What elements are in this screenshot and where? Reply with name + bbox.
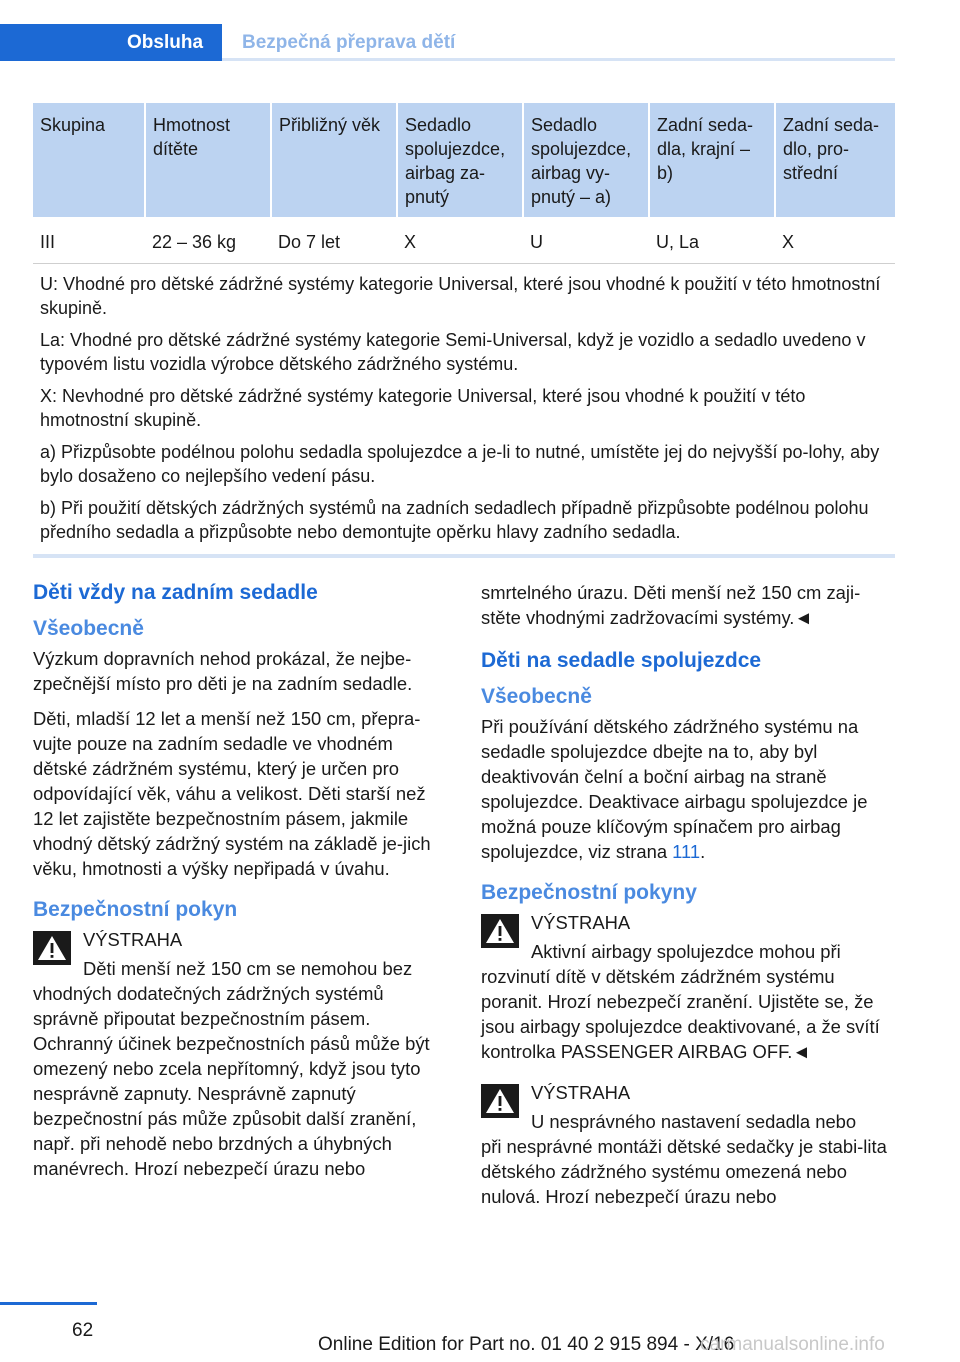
note-u: U: Vhodné pro dětské zádržné systémy kategorie Universal, které jsou vhodné k použití v této hmotnostní skupině.: [40, 274, 881, 318]
warning-text: [481, 939, 899, 1064]
page-link[interactable]: 111: [672, 841, 701, 862]
table-notes-row: [33, 264, 895, 557]
note-x: X: Nevhodné pro dětské zádržné systémy kategorie Universal, které jsou vhodné k použití v této hmotnostní skupině.: [40, 386, 806, 430]
edition-footer: Online Edition for Part no. 01 40 2 915 894 - X/16: [318, 1334, 735, 1355]
table-notes: [33, 264, 895, 557]
table-cell: Do 7 let: [271, 217, 397, 264]
table-header-cell: Sedadlo spolujezdce, airbag za-pnutý: [397, 103, 523, 217]
subheading-general: Všeobecně: [481, 685, 592, 708]
warning-title: VÝSTRAHA: [531, 1082, 631, 1103]
paragraph: [481, 714, 899, 864]
subheading-safety: Bezpečnostní pokyny: [481, 881, 697, 904]
page-number-rule: [0, 1302, 97, 1305]
chapter-title: Bezpečná přeprava dětí: [242, 32, 456, 53]
table-cell: III: [33, 217, 145, 264]
table-cell: U, La: [649, 217, 775, 264]
paragraph-end: .: [700, 841, 706, 862]
table-header-cell: Skupina: [33, 103, 145, 217]
warning-block: [481, 1080, 899, 1209]
table-cell: X: [775, 217, 895, 264]
table-header-cell: Hmotnost dítěte: [145, 103, 271, 217]
table-header-row: [33, 103, 895, 217]
warning-block: [481, 910, 899, 1064]
warning-lead: Děti menší než 150 cm se nemohou bez: [83, 958, 413, 979]
warning-rest: rozvinutí dítě v dětském zádržném systému poranit. Hrozí nebezpečí zranění. Ujistěte se, že jsou airbagy spolujezdce deaktivované, a že svítí kontrolka PASSENGER AIRBAG OFF.◄: [481, 966, 880, 1062]
paragraph-continuation: smrtelného úrazu. Děti menší než 150 cm zaji-stěte vhodnými zadržovacími systémy.◄: [481, 582, 861, 628]
warning-icon: [33, 931, 71, 965]
table-row: [33, 217, 895, 264]
warning-rest: vhodných dodatečných zádržných systémů správně připoutat bezpečnostním pásem. Ochranný účinek bezpečnostních pásů může být omezený nebo zcela nepřítomný, když jsou tyto nesprávně zapnuty. Nesprávně zapnutý bezpečnostní pás může způsobit další zranění, např. při nehodě nebo brzdných a úhybných manévrech. Hrozí nebezpečí úrazu nebo: [33, 983, 430, 1179]
section-tab: Obsluha: [0, 24, 222, 61]
page-number: 62: [72, 1320, 94, 1341]
section-title-passenger-seat: Děti na sedadle spolujezdce: [481, 649, 762, 672]
table-header-cell: Sedadlo spolujezdce, airbag vy-pnutý – a): [523, 103, 649, 217]
table-cell: 22 – 36 kg: [145, 217, 271, 264]
subheading-safety: Bezpečnostní pokyn: [33, 898, 238, 921]
warning-title: VÝSTRAHA: [531, 912, 631, 933]
table-cell: X: [397, 217, 523, 264]
paragraph: Děti, mladší 12 let a menší než 150 cm, přepra-vujte pouze na zadním sedadle ve vhodném dětské zádržném systému, který je určen pro odpovídající věk, váhu a velikost. Děti starší než 12 let zajistěte bezpečnostním pásem, jakmile vhodný dětský zádržný systém na základě je-jich věku, hmotnosti a výšky nepřipadá v úvahu.: [33, 708, 431, 879]
table-header-cell: Zadní seda-dla, krajní – b): [649, 103, 775, 217]
right-column: [481, 580, 899, 1221]
warning-text: [33, 956, 451, 1181]
child-seat-table: [33, 103, 895, 558]
note-la: La: Vhodné pro dětské zádržné systémy kategorie Semi-Universal, když je vozidlo a sedadlo uvedeno v typovém listu vozidla výrobce dětského zádržného systému.: [40, 330, 866, 374]
warning-lead: Aktivní airbagy spolujezdce mohou při: [531, 941, 841, 962]
note-b: b) Při použití dětských zádržných systémů na zadních sedadlech případně přizpůsobte podélnou polohu předního sedadla a přizpůsobte nebo demontujte opěrku hlavy zadního sedadla.: [40, 498, 869, 542]
table-header-cell: Přibližný věk: [271, 103, 397, 217]
paragraph: Výzkum dopravních nehod prokázal, že nejbe-zpečnější místo pro děti je na zadním sedadle.: [33, 648, 413, 694]
subheading-general: Všeobecně: [33, 617, 144, 640]
warning-block: [33, 927, 451, 1181]
warning-icon: [481, 1084, 519, 1118]
warning-icon: [481, 914, 519, 948]
table-cell: U: [523, 217, 649, 264]
warning-lead: U nesprávného nastavení sedadla nebo: [531, 1111, 857, 1132]
table-header-cell: Zadní seda-dlo, pro-střední: [775, 103, 895, 217]
paragraph-text: Při používání dětského zádržného systému na sedadle spolujezdce dbejte na to, aby byl deaktivován čelní a boční airbag na straně spolujezdce. Deaktivace airbagu spolujezdce je možná pouze klíčovým spínačem pro airbag spolujezdce, viz strana: [481, 716, 868, 862]
note-a: a) Přizpůsobte podélnou polohu sedadla spolujezdce a je-li to nutné, umístěte jej do nejvyšší po-lohy, aby bylo dosaženo co nejlepšího vedení pásu.: [40, 442, 880, 486]
warning-rest: při nesprávné montáži dětské sedačky je stabi-lita dětského zádržného systému omezená nebo nulová. Hrozí nebezpečí úrazu nebo: [481, 1136, 887, 1207]
warning-title: VÝSTRAHA: [83, 929, 183, 950]
warning-text: [481, 1109, 899, 1209]
left-column: [33, 580, 451, 1193]
watermark: carmanualsonline.info: [700, 1334, 885, 1355]
section-title-rear-seat: Děti vždy na zadním sedadle: [33, 581, 318, 604]
